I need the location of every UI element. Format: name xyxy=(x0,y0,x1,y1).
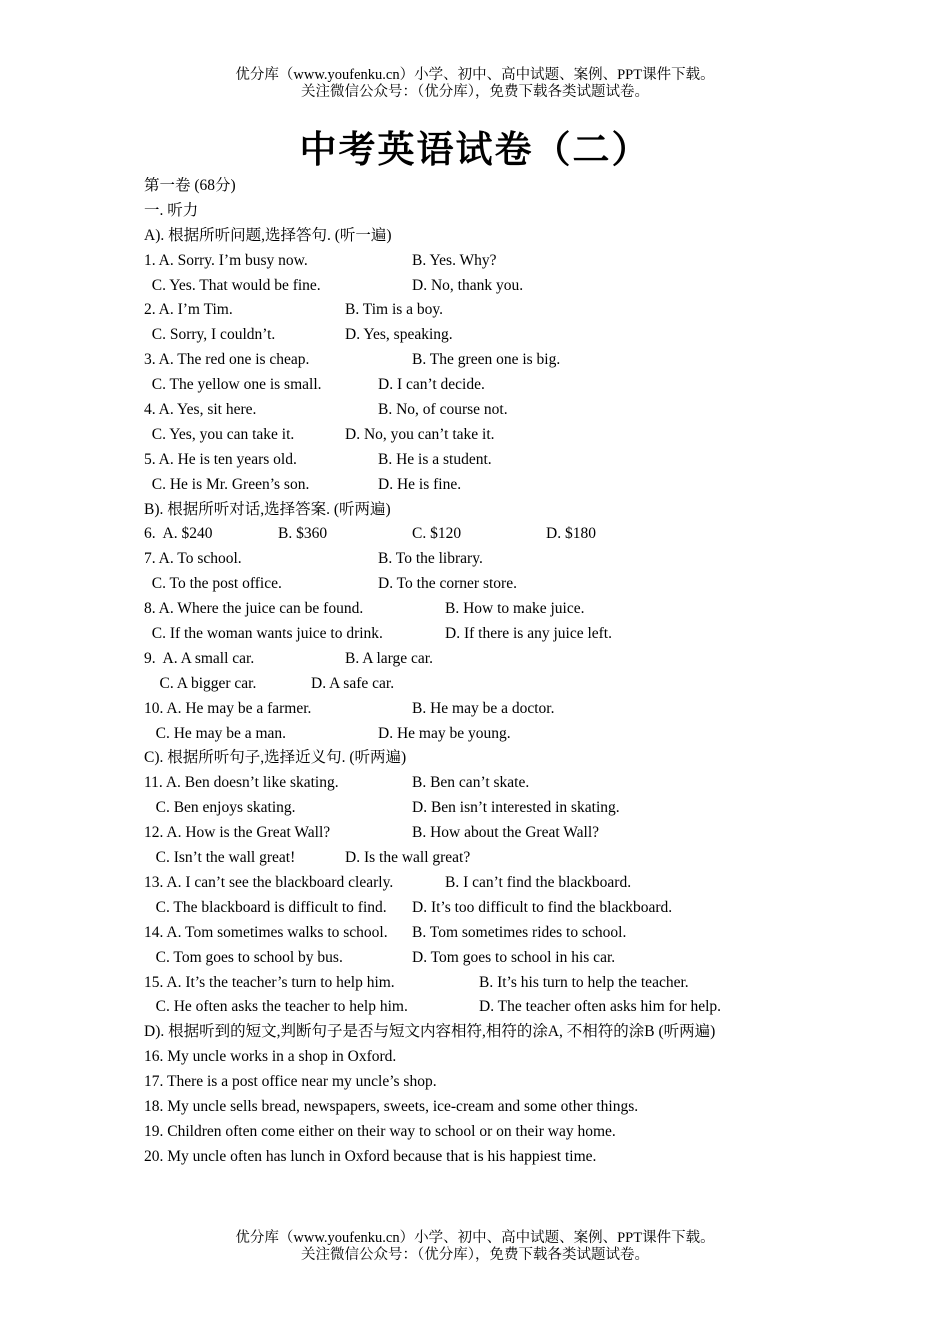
page-footer xyxy=(0,1230,950,1264)
line-text-a: C). 根据所听句子,选择近义句. (听两遍) xyxy=(144,749,407,767)
line-text-b: D. To the corner store. xyxy=(378,575,517,593)
line-text-a: 3. A. The red one is cheap. xyxy=(144,351,310,369)
exam-line xyxy=(144,348,864,373)
line-text-b: B. I can’t find the blackboard. xyxy=(445,873,632,891)
line-text-a: D). 根据听到的短文,判断句子是否与短文内容相符,相符的涂A, 不相符的涂B (听两遍) xyxy=(144,1023,716,1041)
line-text-a: 17. There is a post office near my uncle’s shop. xyxy=(144,1073,437,1091)
line-text-a: C. Isn’t the wall great! xyxy=(144,849,296,867)
exam-line xyxy=(144,1095,864,1120)
line-text-a: C. He often asks the teacher to help him. xyxy=(144,998,408,1016)
line-text-a: 1. A. Sorry. I’m busy now. xyxy=(144,251,308,269)
exam-line xyxy=(144,995,864,1020)
footer-line-2: 关注微信公众号：（优分库），免费下载各类试题试卷。 xyxy=(301,1247,649,1263)
exam-line xyxy=(144,946,864,971)
exam-line xyxy=(144,771,864,796)
line-text-a: A). 根据所听问题,选择答句. (听一遍) xyxy=(144,226,392,244)
line-text-a: 2. A. I’m Tim. xyxy=(144,301,233,319)
line-text-a: 19. Children often come either on their way to school or on their way home. xyxy=(144,1122,616,1140)
line-text-a: C. The blackboard is difficult to find. xyxy=(144,898,387,916)
exam-line xyxy=(144,871,864,896)
line-text-a: 20. My uncle often has lunch in Oxford because that is his happiest time. xyxy=(144,1147,597,1165)
line-text-b: D. A safe car. xyxy=(311,674,395,692)
line-text-a: 4. A. Yes, sit here. xyxy=(144,401,257,419)
exam-line xyxy=(144,746,864,771)
exam-line xyxy=(144,298,864,323)
exam-line xyxy=(144,274,864,299)
line-text-b: D. No, thank you. xyxy=(412,276,524,294)
line-text-b: B. How to make juice. xyxy=(445,600,585,618)
line-text-b: B. No, of course not. xyxy=(378,401,508,419)
exam-line xyxy=(144,971,864,996)
exam-line xyxy=(144,647,864,672)
line-text-a: 12. A. How is the Great Wall? xyxy=(144,824,331,842)
exam-line xyxy=(144,697,864,722)
exam-line xyxy=(144,722,864,747)
exam-line xyxy=(144,1070,864,1095)
line-text-a: C. Tom goes to school by bus. xyxy=(144,948,343,966)
line-text-a: C. He may be a man. xyxy=(144,724,287,742)
line-text-b: D. If there is any juice left. xyxy=(445,625,612,643)
page-header xyxy=(0,67,950,101)
line-text-a: C. Sorry, I couldn’t. xyxy=(144,326,276,344)
exam-line xyxy=(144,249,864,274)
line-text-a: C. To the post office. xyxy=(144,575,282,593)
line-text-b: D. I can’t decide. xyxy=(378,376,485,394)
line-text-b: B. Tim is a boy. xyxy=(345,301,444,319)
exam-line xyxy=(144,224,864,249)
line-text-b: D. Yes, speaking. xyxy=(345,326,453,344)
exam-line xyxy=(144,921,864,946)
line-text-b: D. No, you can’t take it. xyxy=(345,425,495,443)
line-text-c: C. $120 xyxy=(412,525,462,543)
line-text-a: 6. A. $240 xyxy=(144,525,213,543)
exam-line xyxy=(144,448,864,473)
line-text-b: B. Tom sometimes rides to school. xyxy=(412,923,627,941)
line-text-a: 一. 听力 xyxy=(144,201,199,219)
line-text-a: C. He is Mr. Green’s son. xyxy=(144,475,310,493)
exam-line xyxy=(144,498,864,523)
exam-line xyxy=(144,821,864,846)
line-text-a: C. Yes, you can take it. xyxy=(144,425,295,443)
line-text-a: 16. My uncle works in a shop in Oxford. xyxy=(144,1048,397,1066)
line-text-a: 15. A. It’s the teacher’s turn to help him. xyxy=(144,973,395,991)
line-text-a: B). 根据所听对话,选择答案. (听两遍) xyxy=(144,500,391,518)
exam-line xyxy=(144,174,864,199)
line-text-a: 5. A. He is ten years old. xyxy=(144,450,297,468)
line-text-a: 13. A. I can’t see the blackboard clearly. xyxy=(144,873,394,891)
line-text-b: D. The teacher often asks him for help. xyxy=(479,998,722,1016)
line-text-b: D. He is fine. xyxy=(378,475,462,493)
exam-line xyxy=(144,398,864,423)
footer-line-1: 优分库（www.youfenku.cn）小学、初中、高中试题、案例、PPT课件下载。 xyxy=(235,1230,715,1246)
line-text-a: 11. A. Ben doesn’t like skating. xyxy=(144,774,339,792)
line-text-a: 8. A. Where the juice can be found. xyxy=(144,600,364,618)
line-text-a: 14. A. Tom sometimes walks to school. xyxy=(144,923,388,941)
line-text-b: B. $360 xyxy=(278,525,328,543)
exam-line xyxy=(144,1120,864,1145)
line-text-b: B. How about the Great Wall? xyxy=(412,824,599,842)
exam-line xyxy=(144,672,864,697)
exam-line xyxy=(144,522,864,547)
page-title: 中考英语试卷（二） xyxy=(299,127,651,171)
exam-line xyxy=(144,323,864,348)
exam-line xyxy=(144,796,864,821)
line-text-a: 7. A. To school. xyxy=(144,550,242,568)
exam-line xyxy=(144,1145,864,1170)
line-text-a: 9. A. A small car. xyxy=(144,649,255,667)
header-line-2: 关注微信公众号：（优分库），免费下载各类试题试卷。 xyxy=(301,84,649,100)
line-text-b: B. Ben can’t skate. xyxy=(412,774,530,792)
line-text-b: D. Ben isn’t interested in skating. xyxy=(412,799,620,817)
line-text-b: B. He may be a doctor. xyxy=(412,699,555,717)
line-text-b: B. A large car. xyxy=(345,649,433,667)
line-text-b: B. The green one is big. xyxy=(412,351,561,369)
exam-content xyxy=(144,174,864,1170)
line-text-a: C. A bigger car. xyxy=(144,674,257,692)
line-text-b: B. It’s his turn to help the teacher. xyxy=(479,973,689,991)
line-text-b: D. It’s too difficult to find the blackboard. xyxy=(412,898,673,916)
line-text-a: 10. A. He may be a farmer. xyxy=(144,699,312,717)
line-text-a: 第一卷 (68分) xyxy=(144,177,236,194)
line-text-a: C. If the woman wants juice to drink. xyxy=(144,625,383,643)
exam-line xyxy=(144,846,864,871)
header-line-1: 优分库（www.youfenku.cn）小学、初中、高中试题、案例、PPT课件下载。 xyxy=(235,67,715,83)
exam-line xyxy=(144,572,864,597)
line-text-a: C. The yellow one is small. xyxy=(144,376,322,394)
exam-line xyxy=(144,622,864,647)
line-text-b: B. To the library. xyxy=(378,550,483,568)
exam-line xyxy=(144,896,864,921)
exam-line xyxy=(144,473,864,498)
line-text-a: C. Ben enjoys skating. xyxy=(144,799,296,817)
exam-line xyxy=(144,373,864,398)
exam-line xyxy=(144,1020,864,1045)
line-text-b: D. Tom goes to school in his car. xyxy=(412,948,616,966)
line-text-d: D. $180 xyxy=(546,525,596,543)
exam-line xyxy=(144,1045,864,1070)
line-text-b: D. Is the wall great? xyxy=(345,849,471,867)
line-text-a: 18. My uncle sells bread, newspapers, sweets, ice-cream and some other things. xyxy=(144,1097,639,1115)
exam-line xyxy=(144,423,864,448)
line-text-b: B. He is a student. xyxy=(378,450,492,468)
exam-line xyxy=(144,597,864,622)
line-text-a: C. Yes. That would be fine. xyxy=(144,276,321,294)
exam-line xyxy=(144,199,864,224)
line-text-b: D. He may be young. xyxy=(378,724,511,742)
line-text-b: B. Yes. Why? xyxy=(412,251,497,269)
exam-line xyxy=(144,547,864,572)
